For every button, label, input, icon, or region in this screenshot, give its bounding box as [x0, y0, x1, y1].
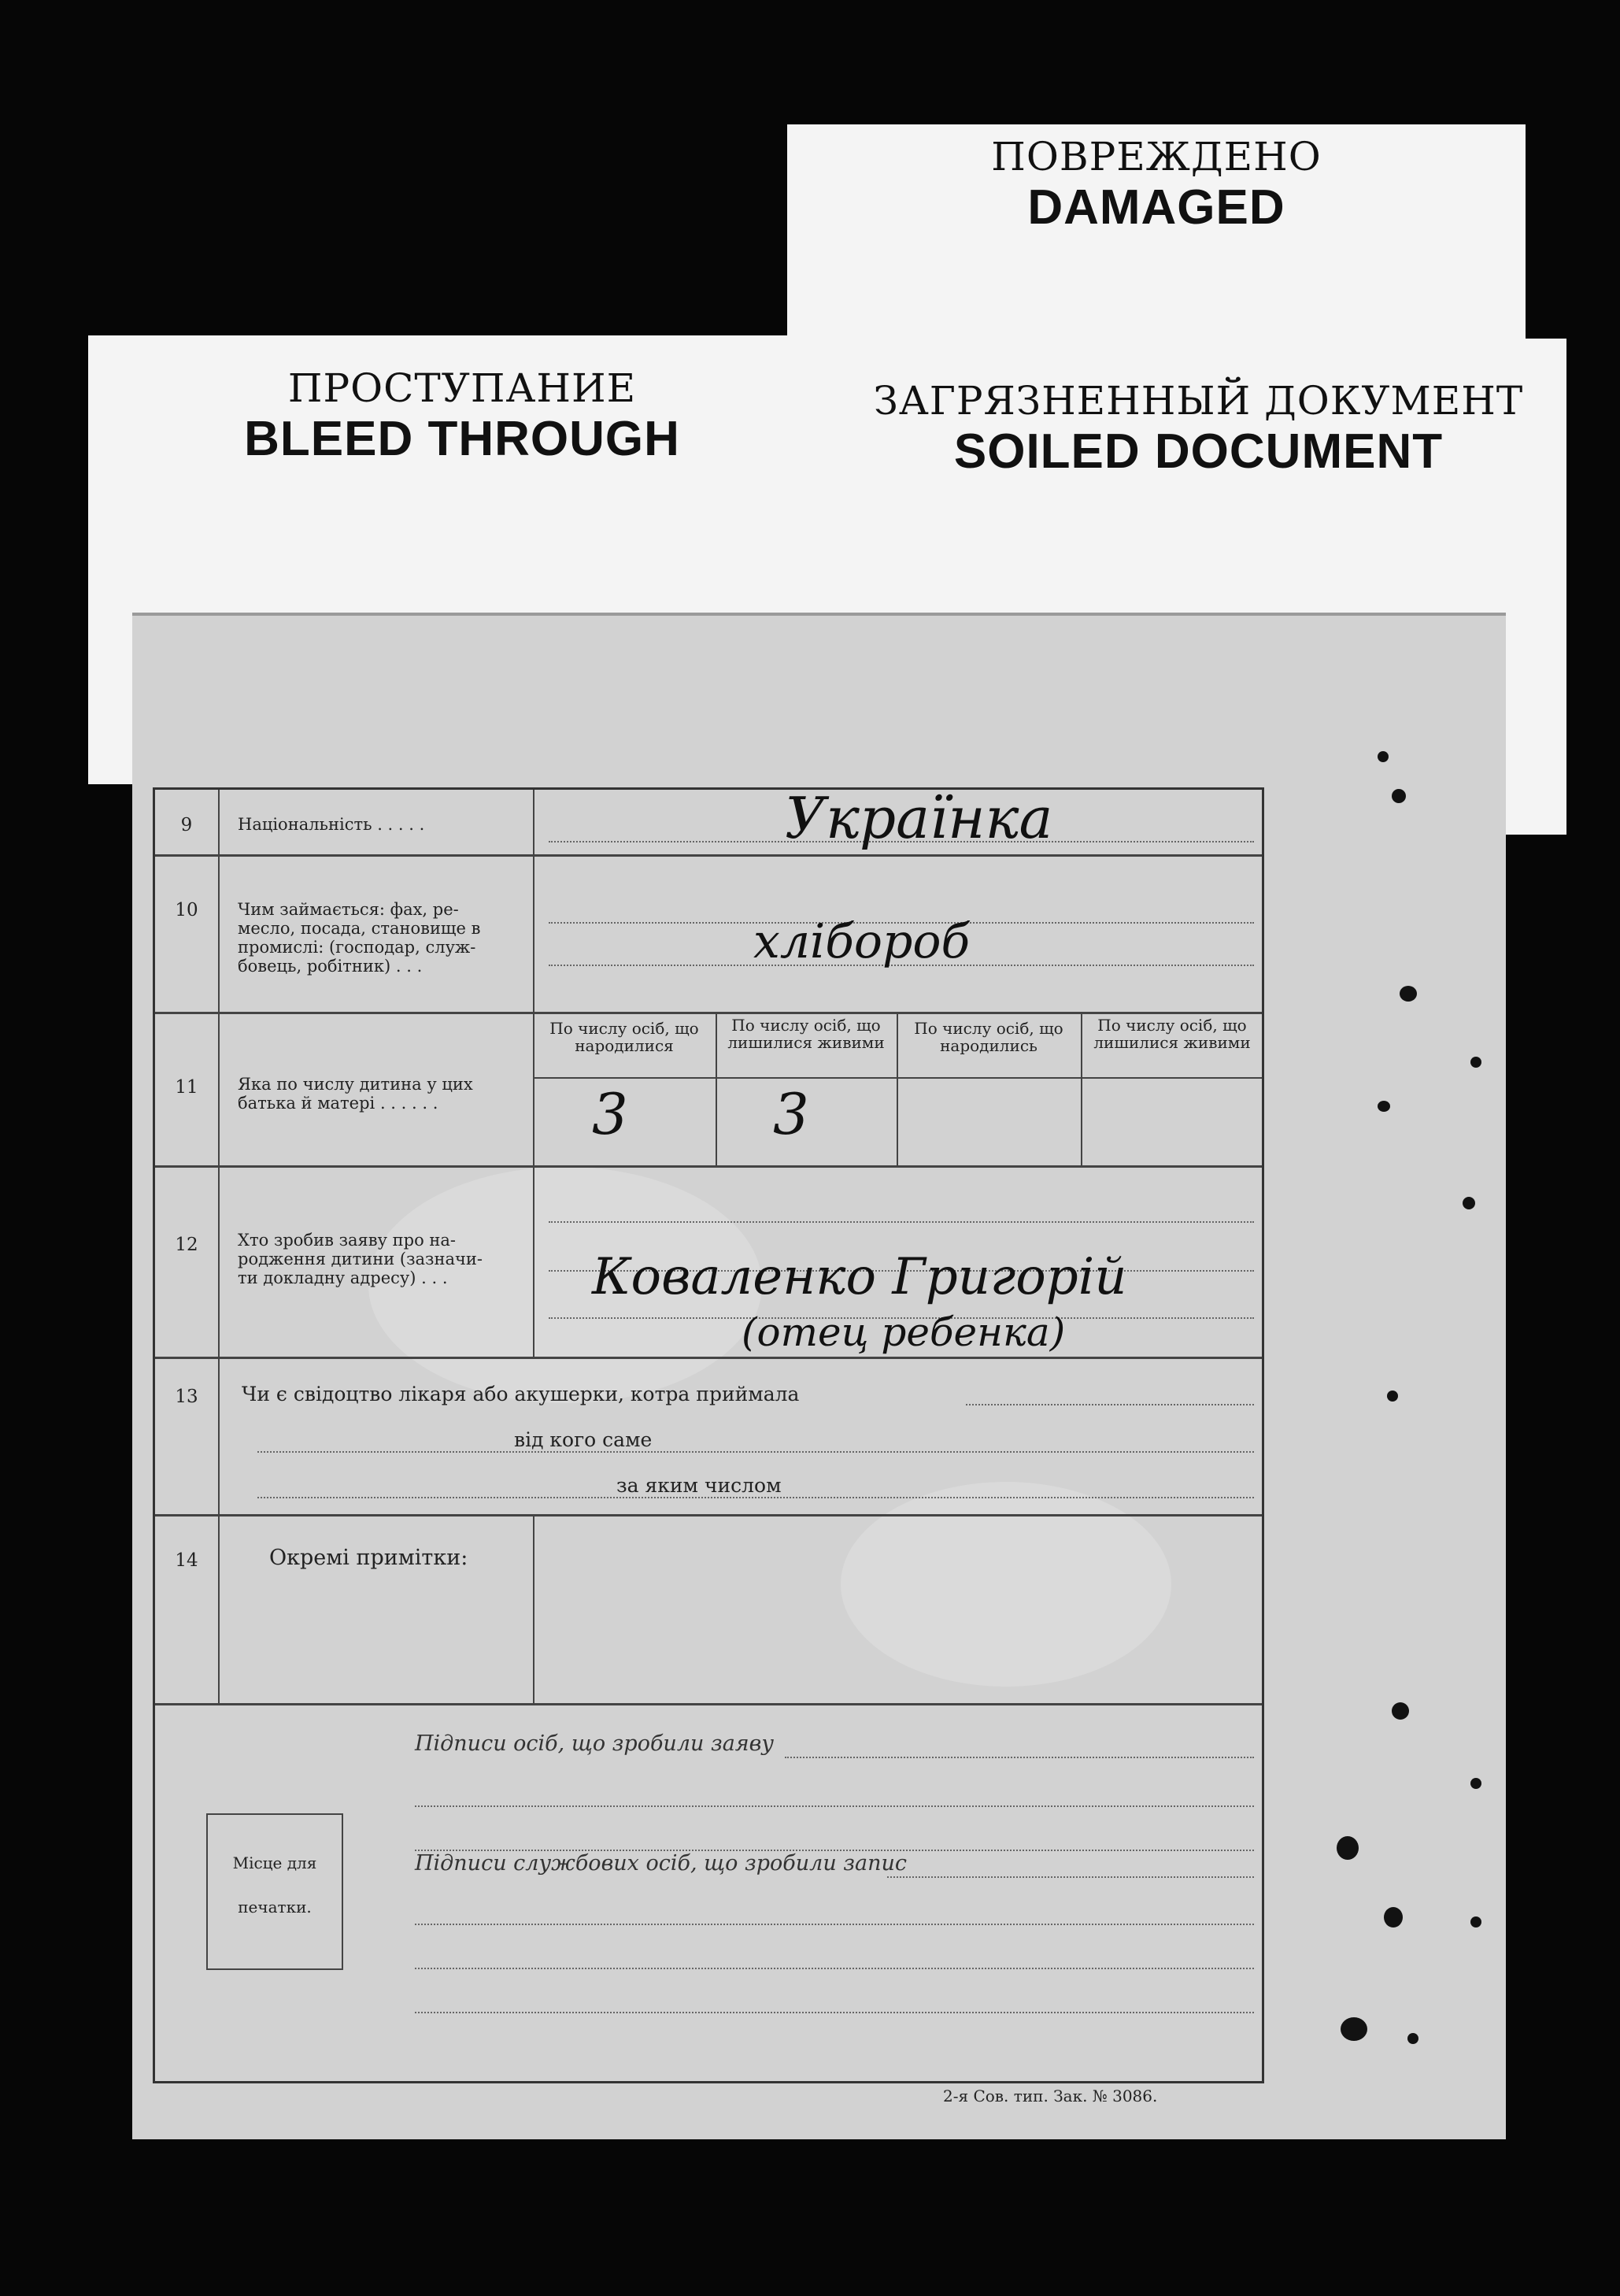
row-9-number: 9: [180, 815, 193, 835]
soiled-label-ru: ЗАГРЯЗНЕННЫЙ ДОКУМЕНТ: [873, 378, 1524, 424]
row-11-number: 11: [175, 1077, 198, 1098]
col-header-alive-2: По числу осіб, що лишилися живими: [1093, 1016, 1251, 1052]
applicant-signatures-label: Підписи осіб, що зробили заяву: [415, 1731, 775, 1756]
document-sheet: [132, 613, 1506, 2139]
informant-relation-value: (отец ребенка): [742, 1309, 1066, 1355]
count-alive-value: 3: [773, 1081, 809, 1147]
punch-hole: [1392, 1702, 1409, 1720]
row-12-label: Хто зробив заяву про на- родження дитини (зазначи- ти докладну адресу) . . .: [238, 1231, 483, 1287]
row-13-from-whom: від кого саме: [509, 1431, 657, 1450]
punch-hole: [1470, 1916, 1481, 1928]
punch-hole: [1470, 1057, 1481, 1068]
official-signatures-label: Підписи службових осіб, що зробили запис: [415, 1851, 908, 1876]
soiled-label-en: SOILED DOCUMENT: [953, 424, 1444, 479]
row-14-label: Окремі примітки:: [269, 1546, 468, 1570]
damaged-label-en: DAMAGED: [1027, 180, 1285, 235]
punch-hole: [1384, 1907, 1403, 1928]
row-13-date: за яким числом: [612, 1476, 786, 1495]
punch-hole: [1378, 1101, 1390, 1112]
punch-hole: [1341, 2017, 1367, 2041]
birth-registration-form: [153, 787, 1264, 2083]
row-14-number: 14: [175, 1550, 198, 1571]
damaged-label-ru: ПОВРЕЖДЕНО: [991, 134, 1322, 180]
row-12-number: 12: [175, 1235, 198, 1255]
nationality-value: Українка: [785, 785, 1053, 851]
bleed-label-ru: ПРОСТУПАНИЕ: [287, 365, 637, 411]
row-10-number: 10: [175, 900, 198, 920]
row-10-label: Чим займається: фах, ре- месло, посада, становище в промислі: (господар, служ- бовець, робітник) . . .: [238, 900, 481, 976]
punch-hole: [1337, 1836, 1359, 1860]
punch-hole: [1378, 751, 1389, 762]
punch-hole: [1400, 986, 1417, 1002]
row-11-label: Яка по числу дитина у цих батька й матері . . . . . .: [238, 1075, 473, 1113]
row-13-number: 13: [175, 1387, 198, 1407]
row-9-label: Національність . . . . .: [238, 815, 425, 834]
punch-hole: [1387, 1391, 1398, 1402]
printer-imprint: 2-я Сов. тип. Зак. № 3086.: [943, 2087, 1158, 2105]
punch-hole: [1392, 789, 1406, 803]
bleed-label-en: BLEED THROUGH: [244, 412, 680, 466]
damaged-label-card: [787, 124, 1526, 361]
row-13-question: Чи є свідоцтво лікаря або акушерки, котра приймала: [242, 1383, 800, 1405]
col-header-alive: По числу осіб, що лишилися живими: [727, 1016, 885, 1052]
stamp-place-box: Місце для печатки.: [206, 1813, 343, 1970]
count-born-value: 3: [592, 1081, 628, 1147]
col-header-born: По числу осіб, що народилися: [549, 1019, 699, 1055]
punch-hole: [1463, 1197, 1475, 1209]
informant-name-value: Коваленко Григорій: [592, 1248, 1127, 1306]
punch-hole: [1470, 1778, 1481, 1789]
occupation-value: хлібороб: [753, 914, 971, 969]
punch-hole: [1407, 2033, 1418, 2044]
col-header-born-2: По числу осіб, що народились: [914, 1019, 1063, 1055]
